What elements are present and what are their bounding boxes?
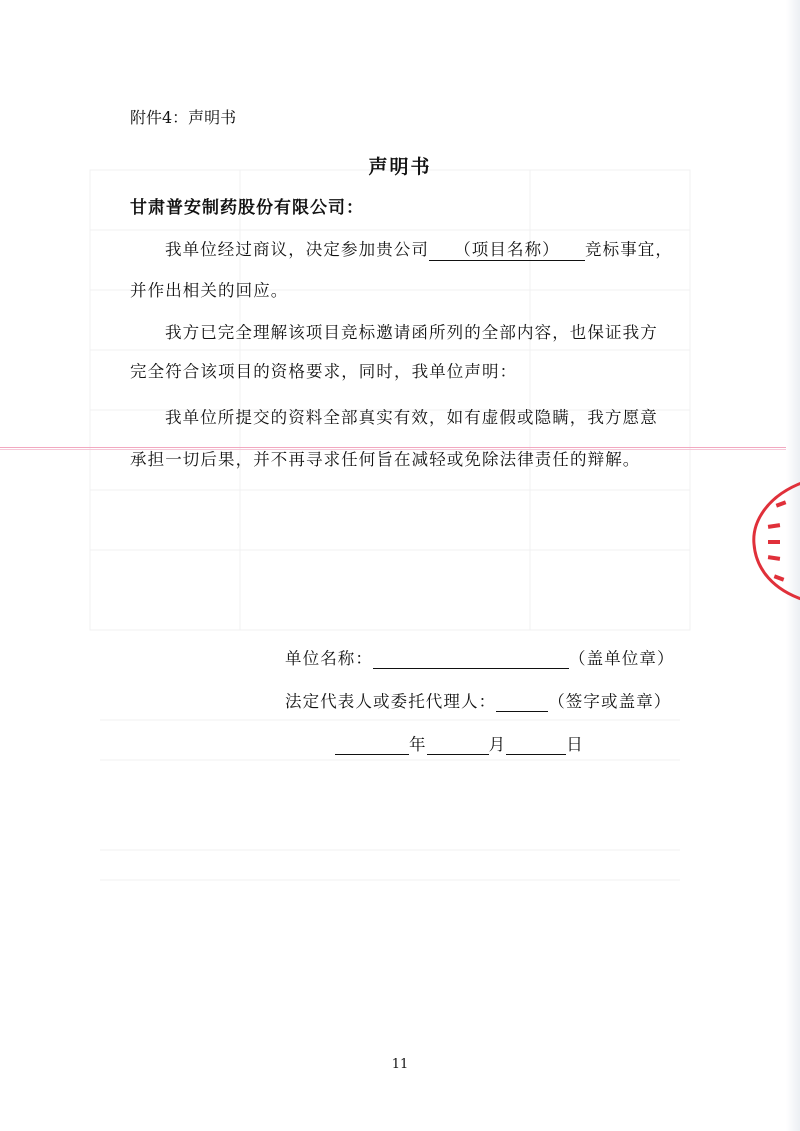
month-field[interactable] <box>427 734 489 755</box>
representative-label: 法定代表人或委托代理人： <box>285 692 497 711</box>
unit-name-label: 单位名称： <box>285 649 373 668</box>
page-number: 11 <box>391 1057 409 1072</box>
paragraph-1-line-1 <box>165 236 673 261</box>
paragraph-2-line-1: 我方已完全理解该项目竞标邀请函所列的全部内容，也保证我方 <box>165 323 658 342</box>
year-label: 年 <box>409 735 427 754</box>
paragraph-2-line-2: 完全符合该项目的资格要求，同时，我单位声明： <box>130 362 518 381</box>
red-seal-stamp <box>746 478 800 603</box>
unit-name-field[interactable] <box>373 648 569 669</box>
unit-name-row <box>285 645 675 669</box>
paragraph-3-line-1: 我单位所提交的资料全部真实有效，如有虚假或隐瞒，我方愿意 <box>165 408 658 427</box>
project-name-field[interactable]: （项目名称） <box>429 236 585 261</box>
representative-row <box>285 688 671 712</box>
addressee: 甘肃普安制药股份有限公司： <box>130 198 364 218</box>
paragraph-1-text-pre: 我单位经过商议，决定参加贵公司 <box>165 240 429 259</box>
unit-seal-note: （盖单位章） <box>569 649 675 668</box>
document-title: 声明书 <box>368 156 432 178</box>
month-label: 月 <box>488 735 507 754</box>
day-field[interactable] <box>506 734 566 755</box>
year-field[interactable] <box>335 734 409 755</box>
representative-note: （签字或盖章） <box>548 692 672 711</box>
paragraph-1-text-post: 竞标事宜， <box>585 240 673 259</box>
attachment-label: 附件4：声明书 <box>130 108 237 127</box>
paragraph-1-line-2: 并作出相关的回应。 <box>130 281 289 300</box>
representative-field[interactable] <box>496 691 548 712</box>
paragraph-3-line-2: 承担一切后果，并不再寻求任何旨在减轻或免除法律责任的辩解。 <box>130 450 641 469</box>
date-row <box>335 731 584 755</box>
day-label: 日 <box>566 735 584 754</box>
